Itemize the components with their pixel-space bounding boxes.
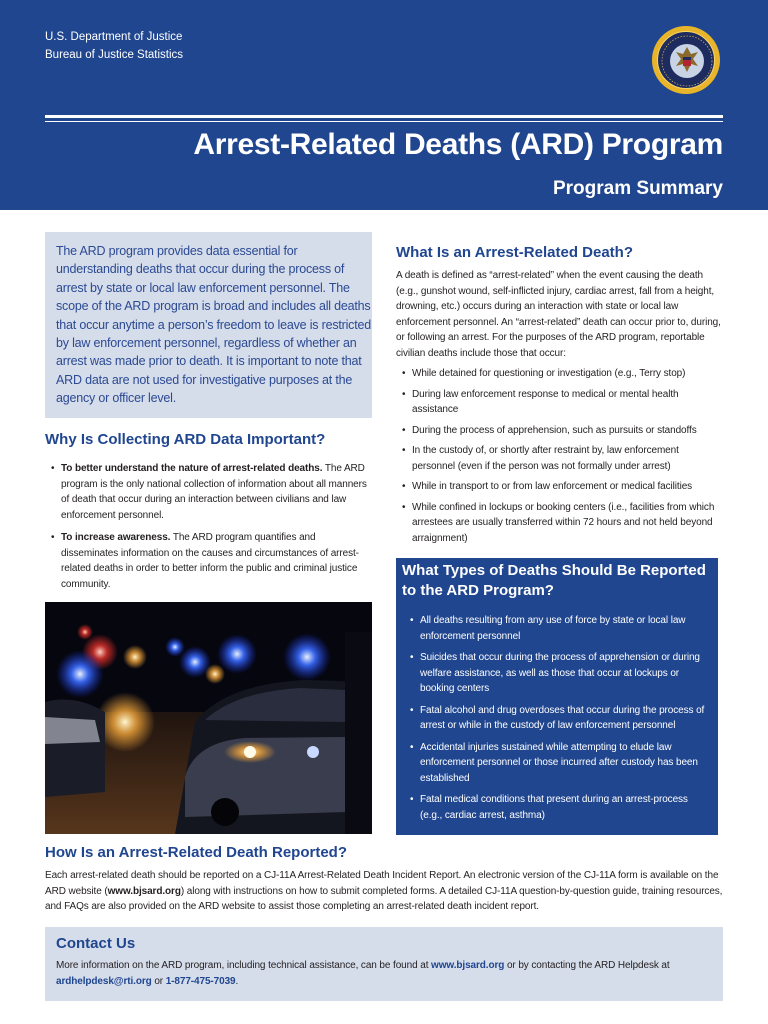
contact-website-link[interactable]: www.bjsard.org <box>431 960 505 971</box>
police-cars-night-photo <box>45 602 372 834</box>
list-item: • While in transport to or from law enforcement or medical facilities <box>396 479 723 495</box>
why-item-lead: To increase awareness. <box>61 532 171 543</box>
list-item: • Fatal alcohol and drug overdoses that occur during the process of arrest or while in the custody of law enforcement personnel <box>404 703 712 734</box>
contact-text-part: . <box>235 975 239 987</box>
header-band <box>0 0 768 210</box>
list-item <box>45 530 372 592</box>
contact-phone-link[interactable]: 1-877-475-7039 <box>165 975 236 987</box>
types-heading <box>402 561 706 601</box>
list-item: • Accidental injuries sustained while attempting to elude law enforcement personnel or those incurred after custody has been established <box>404 740 712 787</box>
report-heading: How Is an Arrest-Related Death Reported? <box>45 844 347 861</box>
agency-name <box>45 28 183 64</box>
intro-box <box>45 232 372 418</box>
types-list <box>404 613 712 829</box>
contact-email-link[interactable]: ardhelpdesk@rti.org <box>56 975 152 987</box>
agency-line-1: U.S. Department of Justice <box>45 31 183 43</box>
doj-seal-icon <box>652 26 720 94</box>
contact-box <box>45 927 723 1001</box>
list-item <box>45 461 372 523</box>
list-item: • Suicides that occur during the process of apprehension or during welfare assistance, as well as those that occur at lockups or booking centers <box>404 650 712 697</box>
what-list <box>396 366 723 546</box>
report-website-link[interactable]: www.bjsard.org <box>107 885 181 897</box>
list-item: • During law enforcement response to medical or mental health assistance <box>396 387 723 418</box>
types-box <box>396 558 718 835</box>
report-text-part: Each arrest-related death should be reported on a CJ-11A Arrest-Related Death Incident Report. An electronic version of the CJ-11A form is available on the ARD website ( <box>45 870 719 897</box>
page-subtitle: Program Summary <box>552 178 723 199</box>
what-intro: A death is defined as “arrest-related” when the event causing the death (e.g., gunshot wound, self-inflicted injury, cardiac arrest, fall from a height, drowning, etc.) occurs during an interaction with state or local law enforcement personnel. An “arrest-related” death can occur prior to, during, or following an arrest. For the purposes of the ARD program, reportable civilian deaths include those that occur: <box>396 270 721 359</box>
why-item-lead: To better understand the nature of arrest-related deaths. <box>61 463 323 474</box>
contact-heading: Contact Us <box>56 935 136 952</box>
why-item-text: The ARD program quantifies and disseminates information on the causes and circumstances of arrest-related deaths in order to better inform the public and criminal justice community. <box>61 532 359 590</box>
list-item: • During the process of apprehension, such as pursuits or standoffs <box>396 423 723 439</box>
list-item: • While detained for questioning or investigation (e.g., Terry stop) <box>396 366 723 382</box>
why-item-text: The ARD program is the only national collection of information about all manners of death that occur during an interaction between civilians and law enforcement personnel. <box>61 463 367 521</box>
list-item: • In the custody of, or shortly after restraint by, law enforcement personnel (even if the person was not formally under arrest) <box>396 443 723 474</box>
agency-line-2: Bureau of Justice Statistics <box>45 49 184 61</box>
what-heading: What Is an Arrest-Related Death? <box>396 244 633 261</box>
contact-text-part: or by contacting the ARD Helpdesk at <box>504 960 670 971</box>
contact-text-part: or <box>151 975 166 987</box>
list-item: • All deaths resulting from any use of force by state or local law enforcement personnel <box>404 613 712 644</box>
header-rule-thin <box>45 121 723 122</box>
types-heading-line-2: to the ARD Program? <box>402 582 554 599</box>
header-rule-thick <box>45 115 723 118</box>
page-title: Arrest-Related Deaths (ARD) Program <box>193 128 723 161</box>
contact-text <box>56 958 712 989</box>
list-item: • While confined in lockups or booking centers (i.e., facilities from which arrestees are usually transferred within 72 hours and not held beyond arraignment) <box>396 500 723 547</box>
intro-text: The ARD program provides data essential for understanding deaths that occur during the process of arrest by state or local law enforcement personnel. The scope of the ARD program is broad and includes all deaths that occur anytime a person’s freedom to leave is restricted by law enforcement personnel, regardless of whether an arrest was made prior to death. It is important to note that ARD data are not used for investigative purposes at the agency or officer level. <box>56 244 372 406</box>
what-section <box>396 268 723 551</box>
contact-text-part: More information on the ARD program, including technical assistance, can be found at <box>56 960 432 971</box>
types-heading-line-1: What Types of Deaths Should Be Reported <box>402 562 706 579</box>
report-text-part: ) along with instructions on how to submit completed forms. A detailed CJ-11A question-by-question guide, training resources, and FAQs are also provided on the ARD website to assist those completing an arrest-related death incident report. <box>45 885 723 912</box>
list-item: • Fatal medical conditions that present during an arrest-process (e.g., cardiac arrest, asthma) <box>404 792 712 823</box>
report-text <box>45 868 723 915</box>
why-heading: Why Is Collecting ARD Data Important? <box>45 431 326 448</box>
why-list <box>45 461 372 599</box>
